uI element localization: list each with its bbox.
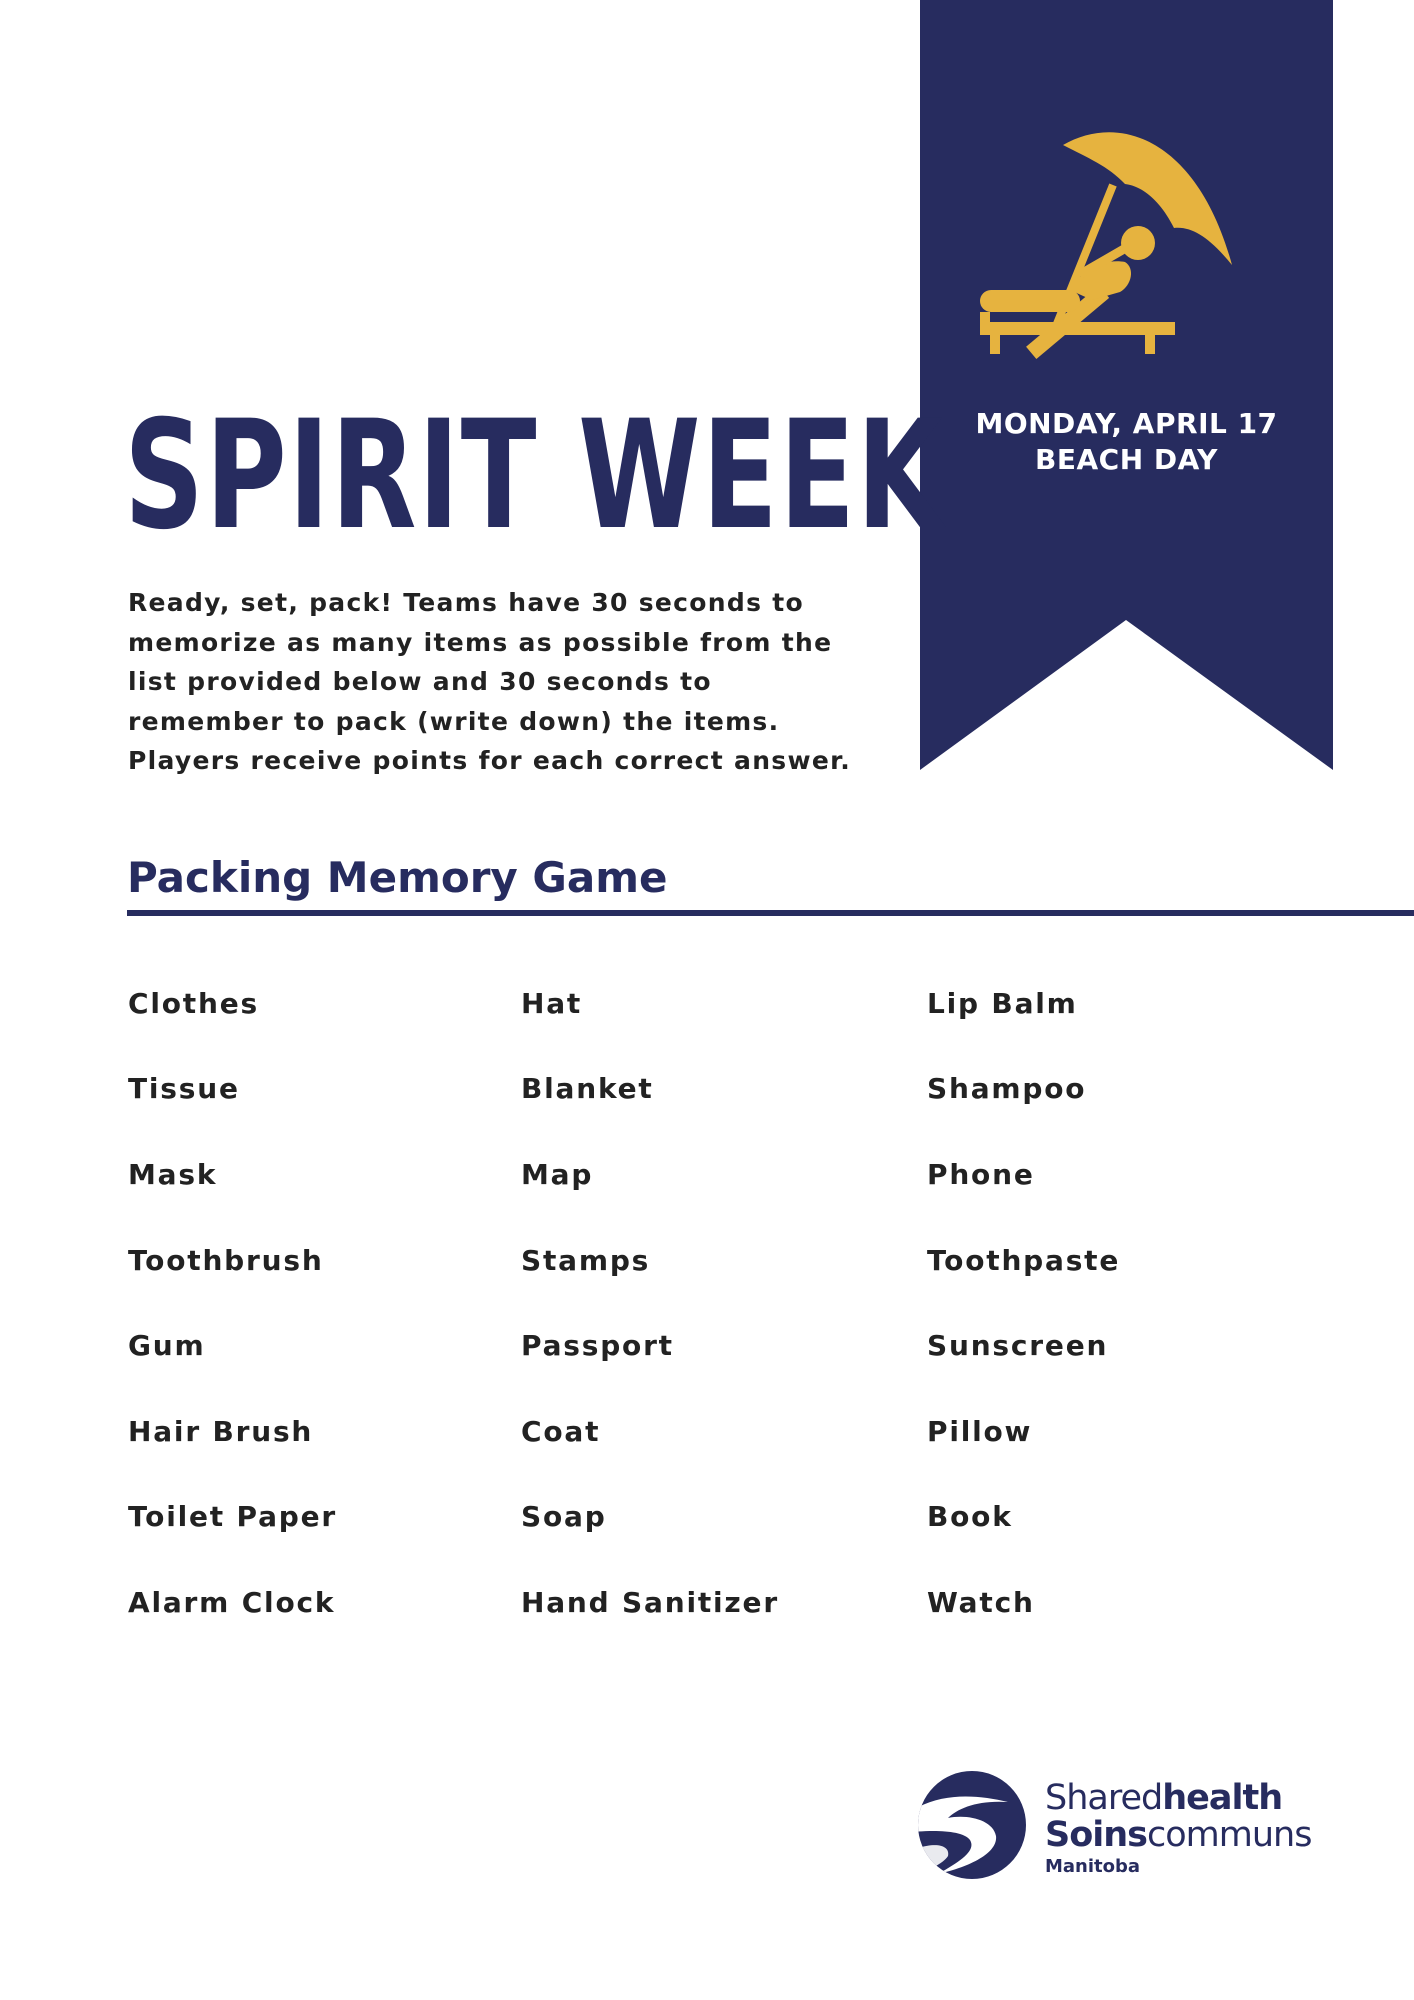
list-item: Pillow [927, 1415, 1033, 1448]
page-title: SPIRIT WEEK [124, 389, 945, 563]
logo-soins: Soins [1045, 1815, 1147, 1855]
list-item: Stamps [521, 1244, 651, 1277]
intro-paragraph: Ready, set, pack! Teams have 30 seconds to memorize as many items as possible from the list provided below and 30 seconds to remember to pack (write down) the items. Players receive points for each correct answer. [128, 588, 851, 775]
list-item: Tissue [128, 1072, 240, 1105]
event-theme: BEACH DAY [1035, 443, 1218, 476]
list-item: Gum [128, 1329, 206, 1362]
list-item: Soap [521, 1500, 607, 1533]
banner-text [920, 406, 1333, 478]
list-item: Hair Brush [128, 1415, 314, 1448]
list-item: Coat [521, 1415, 601, 1448]
shared-health-emblem-icon [918, 1770, 1028, 1880]
event-date: MONDAY, APRIL 17 [975, 407, 1278, 440]
logo-line-french [1045, 1815, 1311, 1855]
list-item: Toothpaste [927, 1244, 1121, 1277]
list-item: Passport [521, 1329, 674, 1362]
list-item: Hand Sanitizer [521, 1586, 779, 1619]
logo-line-english [1045, 1778, 1282, 1818]
list-item: Sunscreen [927, 1329, 1109, 1362]
logo-region: Manitoba [1045, 1856, 1141, 1877]
shared-health-logo [918, 1770, 1318, 1890]
list-item: Blanket [521, 1072, 654, 1105]
list-item: Book [927, 1500, 1013, 1533]
section-divider [127, 910, 1414, 916]
list-item: Alarm Clock [128, 1586, 336, 1619]
list-item: Toilet Paper [128, 1500, 338, 1533]
list-item: Hat [521, 987, 583, 1020]
list-item: Toothbrush [128, 1244, 324, 1277]
logo-health: health [1162, 1778, 1283, 1818]
list-item: Mask [128, 1158, 218, 1191]
list-item: Shampoo [927, 1072, 1087, 1105]
logo-communs: communs [1147, 1815, 1312, 1855]
date-banner [920, 0, 1333, 770]
section-title: Packing Memory Game [127, 853, 668, 902]
list-item: Lip Balm [927, 987, 1078, 1020]
list-item: Map [521, 1158, 594, 1191]
list-item: Clothes [128, 987, 259, 1020]
list-item: Phone [927, 1158, 1035, 1191]
logo-shared: Shared [1045, 1778, 1163, 1818]
list-item: Watch [927, 1586, 1035, 1619]
